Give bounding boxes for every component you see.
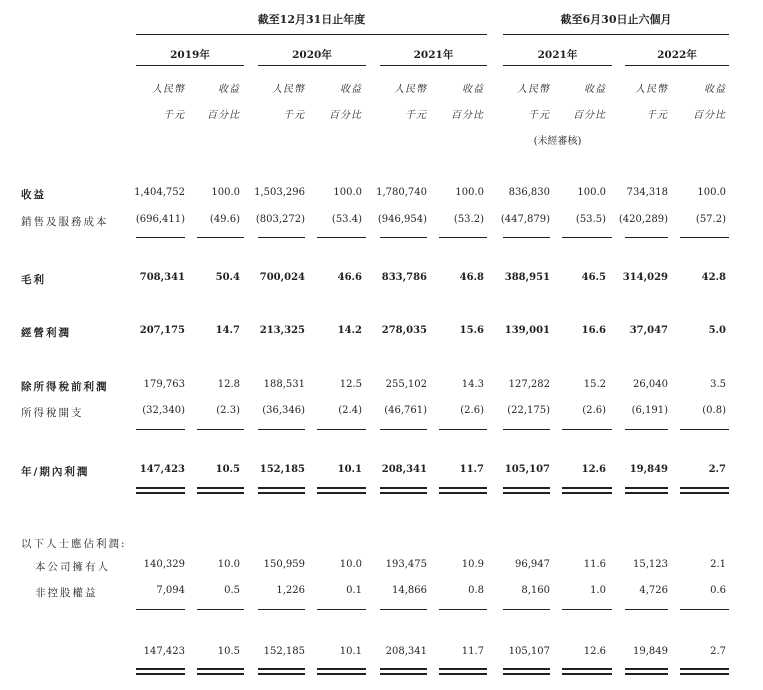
revenue-percent-label: 收益 [340,84,362,95]
table-cell: 2.7 [708,464,726,475]
total-double-rule [197,492,244,494]
table-cell: 19,849 [629,464,668,475]
row-label: 除所得稅前利潤 [21,381,109,393]
total-double-rule [380,673,427,675]
table-cell: 207,175 [139,325,185,336]
total-double-rule [317,673,366,675]
subtotal-rule [197,237,244,238]
table-cell: (49.6) [209,214,240,225]
row-label: 所得稅開支 [21,407,84,419]
total-double-rule [503,487,550,489]
subtotal-rule [258,429,305,430]
total-double-rule [258,668,305,670]
table-cell: 10.0 [217,559,240,570]
table-cell: 213,325 [259,325,305,336]
table-cell: 140,329 [143,559,185,570]
total-double-rule [317,487,366,489]
total-double-rule [380,492,427,494]
table-cell: 11.6 [583,559,606,570]
table-cell: (946,954) [377,214,427,225]
currency-unit-label: 千元 [646,110,668,121]
table-cell: 100.0 [577,187,606,198]
table-cell: 1,226 [276,585,305,596]
revenue-percent-label: 百分比 [573,110,606,121]
subtotal-rule [680,609,729,610]
table-cell: 278,035 [381,325,427,336]
revenue-percent-label: 收益 [218,84,240,95]
table-cell: 388,951 [504,272,550,283]
subtotal-rule [680,237,729,238]
total-double-rule [625,668,668,670]
table-cell: (2.6) [460,405,484,416]
subtotal-rule [317,609,366,610]
row-label: 以下人士應佔利潤: [21,538,127,550]
currency-unit-label: 人民幣 [394,84,427,95]
table-cell: 15.6 [459,325,484,336]
total-double-rule [680,487,729,489]
total-double-rule [197,487,244,489]
row-label: 收益 [21,189,46,201]
table-cell: 152,185 [263,646,305,657]
total-double-rule [380,487,427,489]
table-cell: 1,503,296 [254,187,305,198]
table-cell: 734,318 [626,187,668,198]
table-cell: (803,272) [255,214,305,225]
table-cell: 10.0 [339,559,362,570]
subtotal-rule [562,237,612,238]
revenue-percent-label: 百分比 [451,110,484,121]
year-header: 2021年 [413,49,454,61]
table-cell: 3.5 [710,379,726,390]
table-cell: 0.8 [468,585,484,596]
table-cell: 10.1 [339,646,362,657]
revenue-percent-label: 收益 [584,84,606,95]
subtotal-rule [503,429,550,430]
subtotal-rule [625,429,668,430]
table-cell: (2.6) [582,405,606,416]
table-cell: (36,346) [262,405,305,416]
year-header-rule [380,65,487,66]
row-label: 毛利 [21,274,46,286]
table-cell: 255,102 [385,379,427,390]
subtotal-rule [258,237,305,238]
table-cell: 4,726 [639,585,668,596]
table-cell: (46,761) [384,405,427,416]
table-cell: 2.1 [710,559,726,570]
subtotal-rule [136,429,185,430]
table-cell: 147,423 [139,464,185,475]
total-double-rule [258,673,305,675]
table-cell: 26,040 [633,379,668,390]
subtotal-rule [562,609,612,610]
table-cell: 7,094 [156,585,185,596]
row-label: 年/期內利潤 [21,466,90,478]
table-cell: 0.5 [224,585,240,596]
table-cell: 1.0 [590,585,606,596]
table-cell: 100.0 [333,187,362,198]
table-cell: 46.5 [581,272,606,283]
total-double-rule [503,673,550,675]
subtotal-rule [317,237,366,238]
total-double-rule [197,673,244,675]
revenue-percent-label: 收益 [462,84,484,95]
table-cell: 15.2 [583,379,606,390]
table-cell: 127,282 [508,379,550,390]
year-header-rule [625,65,729,66]
table-cell: (2.3) [216,405,240,416]
table-cell: 8,160 [521,585,550,596]
total-double-rule [136,673,185,675]
table-cell: 12.6 [581,464,606,475]
currency-unit-label: 人民幣 [272,84,305,95]
table-cell: 208,341 [381,464,427,475]
table-cell: 836,830 [508,187,550,198]
currency-unit-label: 千元 [163,110,185,121]
subtotal-rule [625,609,668,610]
subtotal-rule [380,609,427,610]
period-group-header: 截至12月31日止年度 [257,13,366,26]
subtotal-rule [197,429,244,430]
table-cell: 12.6 [583,646,606,657]
total-double-rule [562,673,612,675]
table-cell: 5.0 [708,325,726,336]
subtotal-rule [439,609,487,610]
table-cell: 105,107 [508,646,550,657]
table-cell: (420,289) [618,214,668,225]
currency-unit-label: 人民幣 [635,84,668,95]
year-header: 2022年 [657,49,697,61]
subtotal-rule [380,237,427,238]
table-cell: (22,175) [507,405,550,416]
total-double-rule [680,668,729,670]
year-header: 2019年 [170,49,210,61]
total-double-rule [439,673,487,675]
total-double-rule [625,492,668,494]
table-cell: (53.4) [331,214,362,225]
year-header-rule [503,65,612,66]
table-cell: 10.5 [215,464,240,475]
subtotal-rule [625,237,668,238]
subtotal-rule [197,609,244,610]
table-cell: 14.3 [461,379,484,390]
table-cell: 179,763 [143,379,185,390]
subtotal-rule [503,237,550,238]
table-cell: 12.5 [339,379,362,390]
revenue-percent-label: 收益 [704,84,726,95]
subtotal-rule [439,429,487,430]
table-cell: 15,123 [633,559,668,570]
total-double-rule [562,487,612,489]
period-group-header: 截至6月30日止六個月 [560,13,672,26]
subtotal-rule [562,429,612,430]
table-cell: 14.2 [337,325,362,336]
table-cell: 10.5 [217,646,240,657]
total-double-rule [136,487,185,489]
total-double-rule [625,673,668,675]
currency-unit-label: 人民幣 [517,84,550,95]
table-cell: 14.7 [215,325,240,336]
total-double-rule [680,673,729,675]
revenue-percent-label: 百分比 [693,110,726,121]
table-cell: 139,001 [504,325,550,336]
table-cell: 46.6 [337,272,362,283]
subtotal-rule [439,237,487,238]
table-cell: 100.0 [211,187,240,198]
subtotal-rule [317,429,366,430]
total-double-rule [380,668,427,670]
table-cell: 193,475 [385,559,427,570]
table-cell: 147,423 [143,646,185,657]
currency-unit-label: 千元 [405,110,427,121]
table-cell: 100.0 [697,187,726,198]
table-cell: 10.1 [337,464,362,475]
subtotal-rule [380,429,427,430]
unaudited-note: (未經審核) [533,136,582,147]
table-cell: (32,340) [142,405,185,416]
table-cell: 19,849 [633,646,668,657]
table-cell: 700,024 [259,272,305,283]
revenue-percent-label: 百分比 [207,110,240,121]
total-double-rule [317,668,366,670]
total-double-rule [136,492,185,494]
table-cell: 42.8 [701,272,726,283]
total-double-rule [317,492,366,494]
total-double-rule [562,668,612,670]
year-header: 2020年 [292,49,332,61]
year-header-rule [258,65,366,66]
table-cell: (53.5) [575,214,606,225]
total-double-rule [562,492,612,494]
table-cell: 105,107 [504,464,550,475]
total-double-rule [503,668,550,670]
table-cell: 37,047 [629,325,668,336]
total-double-rule [258,492,305,494]
table-cell: 152,185 [259,464,305,475]
table-cell: 1,780,740 [376,187,427,198]
group-header-rule [503,34,729,35]
table-cell: 100.0 [455,187,484,198]
table-cell: 12.8 [217,379,240,390]
table-cell: 188,531 [263,379,305,390]
year-header: 2021年 [537,49,578,61]
total-double-rule [503,492,550,494]
currency-unit-label: 人民幣 [152,84,185,95]
total-double-rule [439,487,487,489]
table-cell: (6,191) [631,405,668,416]
row-label: 非控股權益 [35,587,98,599]
table-cell: 314,029 [622,272,668,283]
table-cell: 0.1 [346,585,362,596]
table-cell: 50.4 [215,272,240,283]
table-cell: 16.6 [581,325,606,336]
table-cell: 833,786 [381,272,427,283]
subtotal-rule [258,609,305,610]
table-cell: 96,947 [515,559,550,570]
subtotal-rule [680,429,729,430]
table-cell: 14,866 [392,585,427,596]
currency-unit-label: 千元 [528,110,550,121]
subtotal-rule [503,609,550,610]
table-cell: (447,879) [500,214,550,225]
table-cell: 11.7 [461,646,484,657]
total-double-rule [197,668,244,670]
table-cell: (53.2) [453,214,484,225]
row-label: 本公司擁有人 [35,561,110,573]
group-header-rule [136,34,487,35]
table-cell: 708,341 [139,272,185,283]
table-cell: (57.2) [695,214,726,225]
total-double-rule [680,492,729,494]
total-double-rule [439,668,487,670]
subtotal-rule [136,609,185,610]
table-cell: 208,341 [385,646,427,657]
row-label: 銷售及服務成本 [21,216,109,228]
table-cell: 0.6 [710,585,726,596]
revenue-percent-label: 百分比 [329,110,362,121]
table-cell: 10.9 [461,559,484,570]
currency-unit-label: 千元 [283,110,305,121]
total-double-rule [439,492,487,494]
table-cell: 11.7 [459,464,484,475]
row-label: 經營利潤 [21,327,71,339]
year-header-rule [136,65,244,66]
subtotal-rule [136,237,185,238]
table-cell: (2.4) [338,405,362,416]
total-double-rule [258,487,305,489]
table-cell: (0.8) [702,405,726,416]
table-cell: 150,959 [263,559,305,570]
table-cell: 2.7 [710,646,726,657]
total-double-rule [625,487,668,489]
table-cell: 46.8 [459,272,484,283]
total-double-rule [136,668,185,670]
table-cell: (696,411) [135,214,185,225]
table-cell: 1,404,752 [134,187,185,198]
